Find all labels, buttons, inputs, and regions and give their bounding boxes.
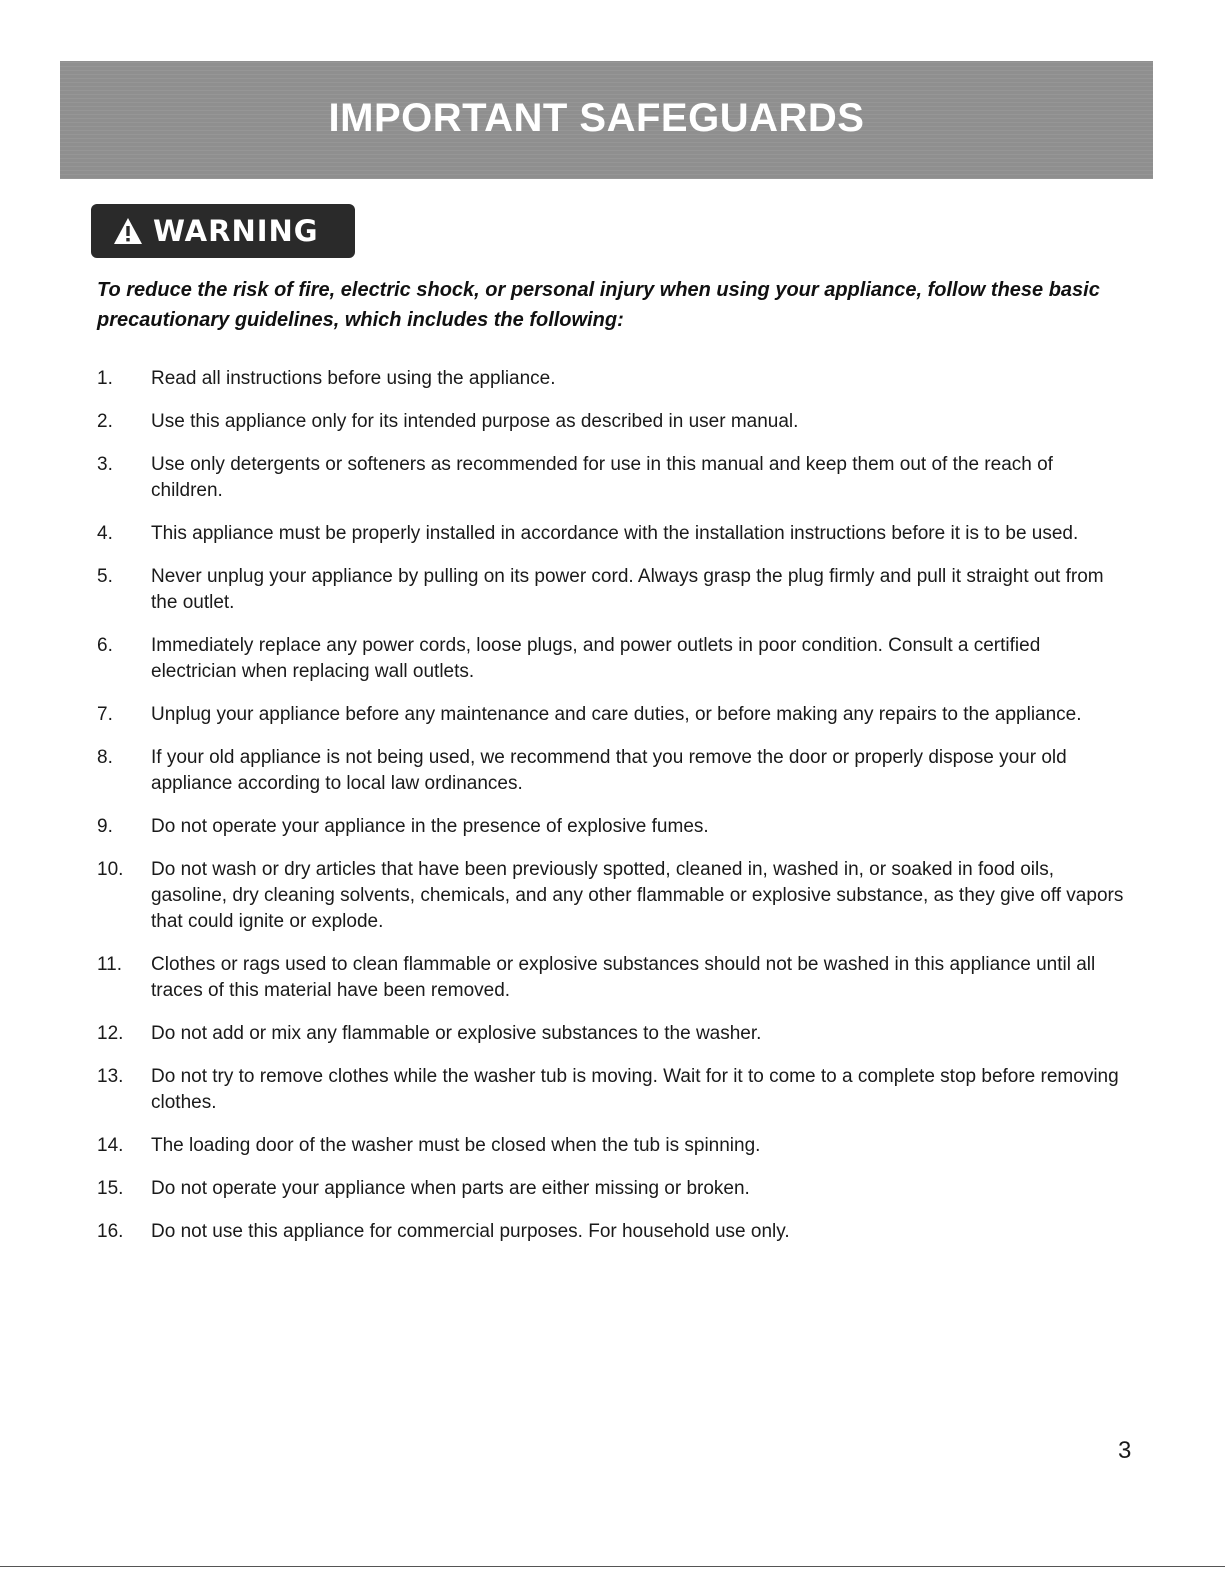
list-item [97,1064,1127,1116]
list-item-text: Clothes or rags used to clean flammable or explosive substances should not be washed in this appliance until all traces of this material have been removed. [151,954,1096,1001]
warning-label: WARNING [153,214,319,248]
list-item-text: The loading door of the washer must be closed when the tub is spinning. [151,1135,761,1156]
list-item [97,521,1127,547]
list-item [97,1219,1127,1245]
list-item-number: 7. [97,704,113,725]
list-item-text: Use only detergents or softeners as recommended for use in this manual and keep them out of the reach of children. [151,454,1053,501]
list-item-number: 12. [97,1023,124,1044]
list-item [97,564,1127,616]
list-item-text: Never unplug your appliance by pulling on its power cord. Always grasp the plug firmly and pull it straight out from the outlet. [151,566,1104,613]
list-item-text: Do not add or mix any flammable or explosive substances to the washer. [151,1023,762,1044]
list-item-number: 4. [97,523,113,544]
list-item [97,1021,1127,1047]
warning-intro-text: To reduce the risk of fire, electric shock, or personal injury when using your appliance, follow these basic precautionary guidelines, which includes the following: [97,279,1100,331]
list-item-text: Do not operate your appliance when parts are either missing or broken. [151,1178,750,1199]
list-item [97,633,1127,685]
warning-badge [91,204,355,258]
list-item-text: Do not wash or dry articles that have been previously spotted, cleaned in, washed in, or soaked in food oils, gasoline, dry cleaning solvents, chemicals, and any other flammable or explosive substance, as they give off vapors that could ignite or explode. [151,859,1124,932]
list-item-number: 13. [97,1066,124,1087]
list-item-text: If your old appliance is not being used, we recommend that you remove the door or properly dispose your old appliance according to local law ordinances. [151,747,1067,794]
list-item-text: Do not try to remove clothes while the washer tub is moving. Wait for it to come to a complete stop before removing clothes. [151,1066,1119,1113]
list-item-text: Unplug your appliance before any maintenance and care duties, or before making any repairs to the appliance. [151,704,1082,725]
list-item [97,452,1127,504]
list-item [97,745,1127,797]
list-item [97,1176,1127,1202]
list-item-number: 16. [97,1221,124,1242]
list-item-text: Read all instructions before using the appliance. [151,368,556,389]
list-item [97,702,1127,728]
list-item [97,814,1127,840]
list-item-text: Do not use this appliance for commercial purposes. For household use only. [151,1221,790,1242]
bottom-divider [0,1566,1225,1567]
list-item-number: 2. [97,411,113,432]
list-item [97,952,1127,1004]
list-item-number: 11. [97,954,123,975]
list-item-number: 5. [97,566,113,587]
page-number: 3 [1118,1437,1132,1464]
list-item-text: Immediately replace any power cords, loose plugs, and power outlets in poor condition. Consult a certified electrician when replacing wall outlets. [151,635,1041,682]
page-title: IMPORTANT SAFEGUARDS [328,95,865,140]
list-item [97,366,1127,392]
list-item [97,857,1127,935]
page-header-banner [60,61,1153,179]
warning-triangle-icon [113,217,143,245]
list-item-text: This appliance must be properly installed in accordance with the installation instructions before it is to be used. [151,523,1079,544]
list-item-number: 8. [97,747,113,768]
list-item-number: 3. [97,454,113,475]
list-item-text: Use this appliance only for its intended purpose as described in user manual. [151,411,799,432]
list-item [97,1133,1127,1159]
list-item [97,409,1127,435]
list-item-number: 6. [97,635,113,656]
list-item-number: 15. [97,1178,124,1199]
list-item-number: 9. [97,816,113,837]
list-item-number: 10. [97,859,124,880]
safeguards-list [97,366,1127,1262]
list-item-text: Do not operate your appliance in the presence of explosive fumes. [151,816,709,837]
list-item-number: 14. [97,1135,124,1156]
list-item-number: 1. [97,368,113,389]
